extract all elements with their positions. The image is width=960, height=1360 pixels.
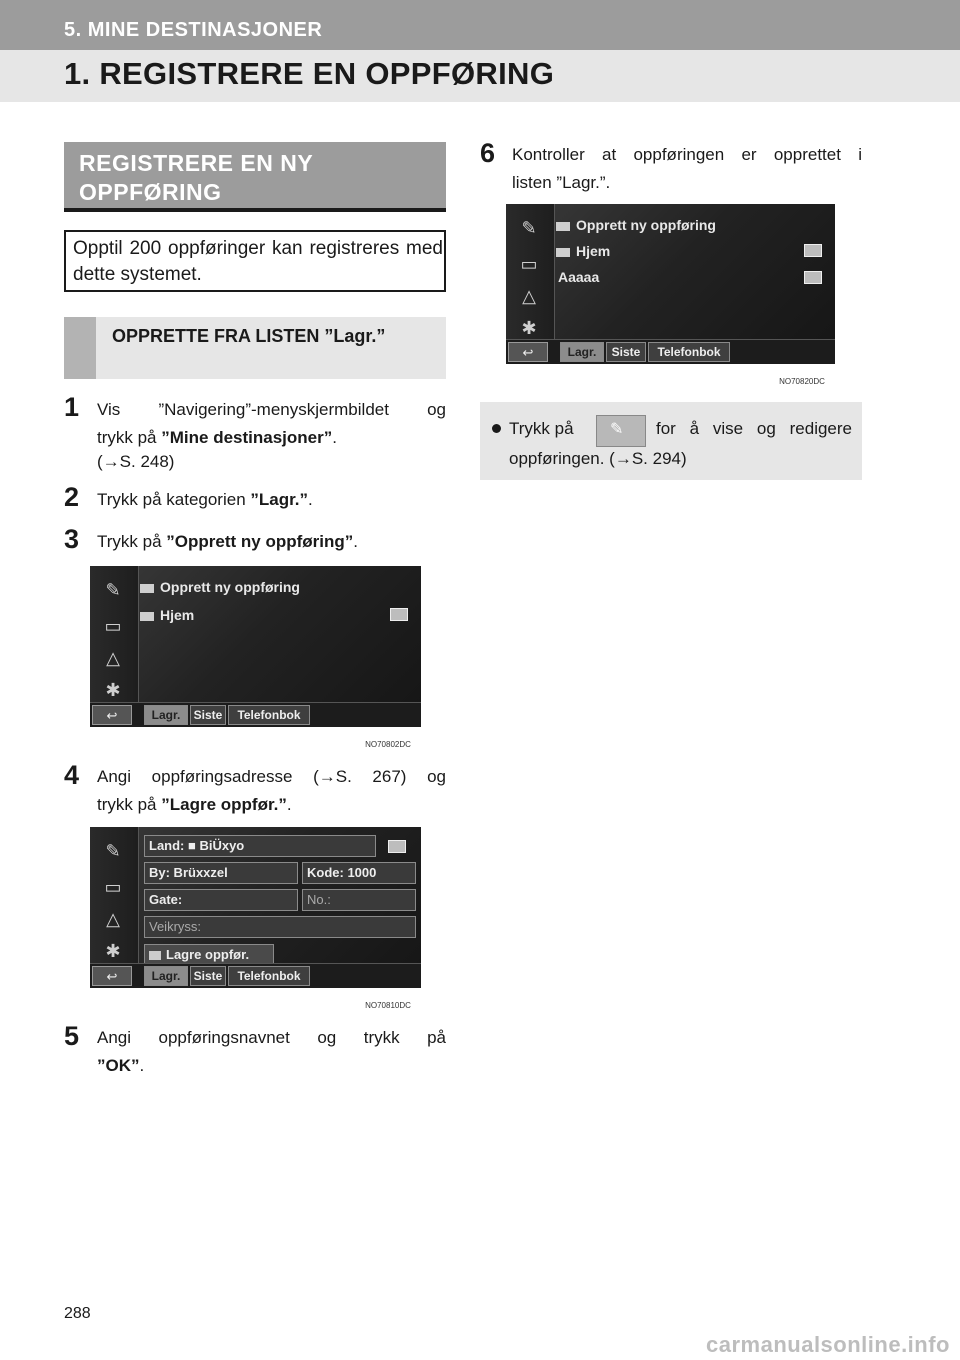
number-field[interactable]: No.: — [302, 889, 416, 911]
step-1-line2: trykk på ”Mine destinasjoner”. — [97, 428, 337, 447]
save-icon — [149, 951, 161, 960]
subheading-text: OPPRETTE FRA LISTEN ”Lagr.” — [112, 326, 386, 346]
step-2-text: Trykk på kategorien ”Lagr.”. — [97, 490, 313, 509]
step-number: 1 — [64, 392, 80, 422]
list-item[interactable]: Opprett ny oppføring — [140, 574, 300, 600]
list-item[interactable]: Hjem — [556, 238, 610, 264]
tip-text-end: for å vise og redigere — [656, 419, 852, 438]
warning-icon: △ — [522, 286, 536, 306]
figure-code: NO70820DC — [769, 376, 835, 388]
step-number: 2 — [64, 482, 80, 512]
step-4-line1: Angi oppføringsadresse (→S. 267) og — [97, 767, 446, 786]
section-title: 5. MINE DESTINASJONER — [64, 19, 323, 41]
step-3-text: Trykk på ”Opprett ny oppføring”. — [97, 532, 358, 551]
entry-icon — [140, 584, 154, 593]
save-entry-button[interactable]: Lagre oppfør. — [144, 944, 274, 966]
settings-icon: ✱ — [105, 680, 121, 700]
intersection-field[interactable]: Veikryss: — [144, 916, 416, 938]
card-icon: ▭ — [520, 254, 538, 274]
list-item[interactable]: Aaaaa — [558, 269, 600, 285]
edit-button-image — [596, 415, 646, 447]
watermark: carmanualsonline.info — [706, 1332, 950, 1357]
warning-icon: △ — [106, 909, 120, 929]
step-number: 4 — [64, 760, 80, 790]
screen-tab-bar — [90, 702, 421, 727]
note-box — [64, 230, 446, 292]
warning-icon: △ — [106, 648, 120, 668]
tip-box — [480, 402, 862, 480]
tab-lagr[interactable]: Lagr. — [560, 342, 604, 362]
tab-siste[interactable]: Siste — [190, 705, 226, 725]
country-field[interactable]: Land: ■ BiÜxyo — [144, 835, 376, 857]
step-6-line2: listen ”Lagr.”. — [512, 173, 611, 192]
list-item[interactable]: Hjem — [140, 602, 194, 628]
settings-icon: ✱ — [521, 318, 537, 338]
screenshot-new-entry-list — [90, 566, 421, 751]
back-button[interactable]: ↩ — [508, 342, 548, 362]
tab-siste[interactable]: Siste — [190, 966, 226, 986]
edit-icon: ✎ — [105, 841, 121, 861]
section-header-bar — [0, 0, 960, 50]
heading-text: REGISTRERE EN NY OPPFØRING — [79, 150, 313, 205]
heading-box — [64, 142, 446, 212]
chapter-title: 1. REGISTRERE EN OPPFØRING — [64, 56, 555, 91]
figure-code: NO70810DC — [355, 1000, 421, 1012]
entry-icon — [556, 248, 570, 257]
settings-icon: ✱ — [105, 941, 121, 961]
tip-text-start: Trykk på — [509, 419, 574, 438]
back-button[interactable]: ↩ — [92, 705, 132, 725]
subheading-box — [64, 317, 446, 379]
edit-entry-icon[interactable] — [388, 840, 406, 853]
bullet-icon — [492, 424, 501, 433]
entry-icon — [140, 612, 154, 621]
note-text: Opptil 200 oppføringer kan registreres med dette systemet. — [73, 238, 443, 285]
step-1-line1: Vis ”Navigering”-menyskjermbildet og — [97, 400, 446, 419]
edit-entry-icon[interactable] — [804, 271, 822, 284]
step-1-ref: (→S. 248) — [97, 452, 175, 471]
tab-lagr[interactable]: Lagr. — [144, 705, 188, 725]
step-number: 5 — [64, 1021, 80, 1051]
step-5-line2: ”OK”. — [97, 1056, 145, 1075]
tab-telefonbok[interactable]: Telefonbok — [648, 342, 730, 362]
screen-tab-bar — [506, 339, 835, 364]
edit-entry-icon[interactable] — [390, 608, 408, 621]
tip-text-line2: oppføringen. (→S. 294) — [509, 449, 687, 468]
postcode-field[interactable]: Kode: 1000 — [302, 862, 416, 884]
card-icon: ▭ — [104, 877, 122, 897]
step-number: 3 — [64, 524, 80, 554]
menu-link: ”Mine destinasjoner” — [161, 428, 333, 447]
edit-icon: ✎ — [610, 421, 624, 438]
figure-code: NO70802DC — [355, 739, 421, 751]
chapter-header-bar — [0, 50, 960, 102]
entry-icon — [556, 222, 570, 231]
list-item[interactable]: Opprett ny oppføring — [556, 212, 716, 238]
city-field[interactable]: By: Brüxxzel — [144, 862, 298, 884]
tab-siste[interactable]: Siste — [606, 342, 646, 362]
screenshot-saved-list — [506, 204, 835, 388]
page-number: 288 — [64, 1305, 91, 1322]
screenshot-address-entry — [90, 827, 421, 1012]
step-number: 6 — [480, 138, 496, 168]
edit-icon: ✎ — [105, 580, 121, 600]
step-5-line1: Angi oppføringsnavnet og trykk på — [97, 1028, 446, 1047]
card-icon: ▭ — [104, 616, 122, 636]
step-6-line1: Kontroller at oppføringen er opprettet i — [512, 145, 862, 164]
street-field[interactable]: Gate: — [144, 889, 298, 911]
tab-telefonbok[interactable]: Telefonbok — [228, 705, 310, 725]
screen-tab-bar — [90, 963, 421, 988]
tab-lagr[interactable]: Lagr. — [144, 966, 188, 986]
back-button[interactable]: ↩ — [92, 966, 132, 986]
subheading-accent — [64, 317, 96, 379]
edit-entry-icon[interactable] — [804, 244, 822, 257]
edit-icon: ✎ — [521, 218, 537, 238]
step-4-line2: trykk på ”Lagre oppfør.”. — [97, 795, 292, 814]
tab-telefonbok[interactable]: Telefonbok — [228, 966, 310, 986]
